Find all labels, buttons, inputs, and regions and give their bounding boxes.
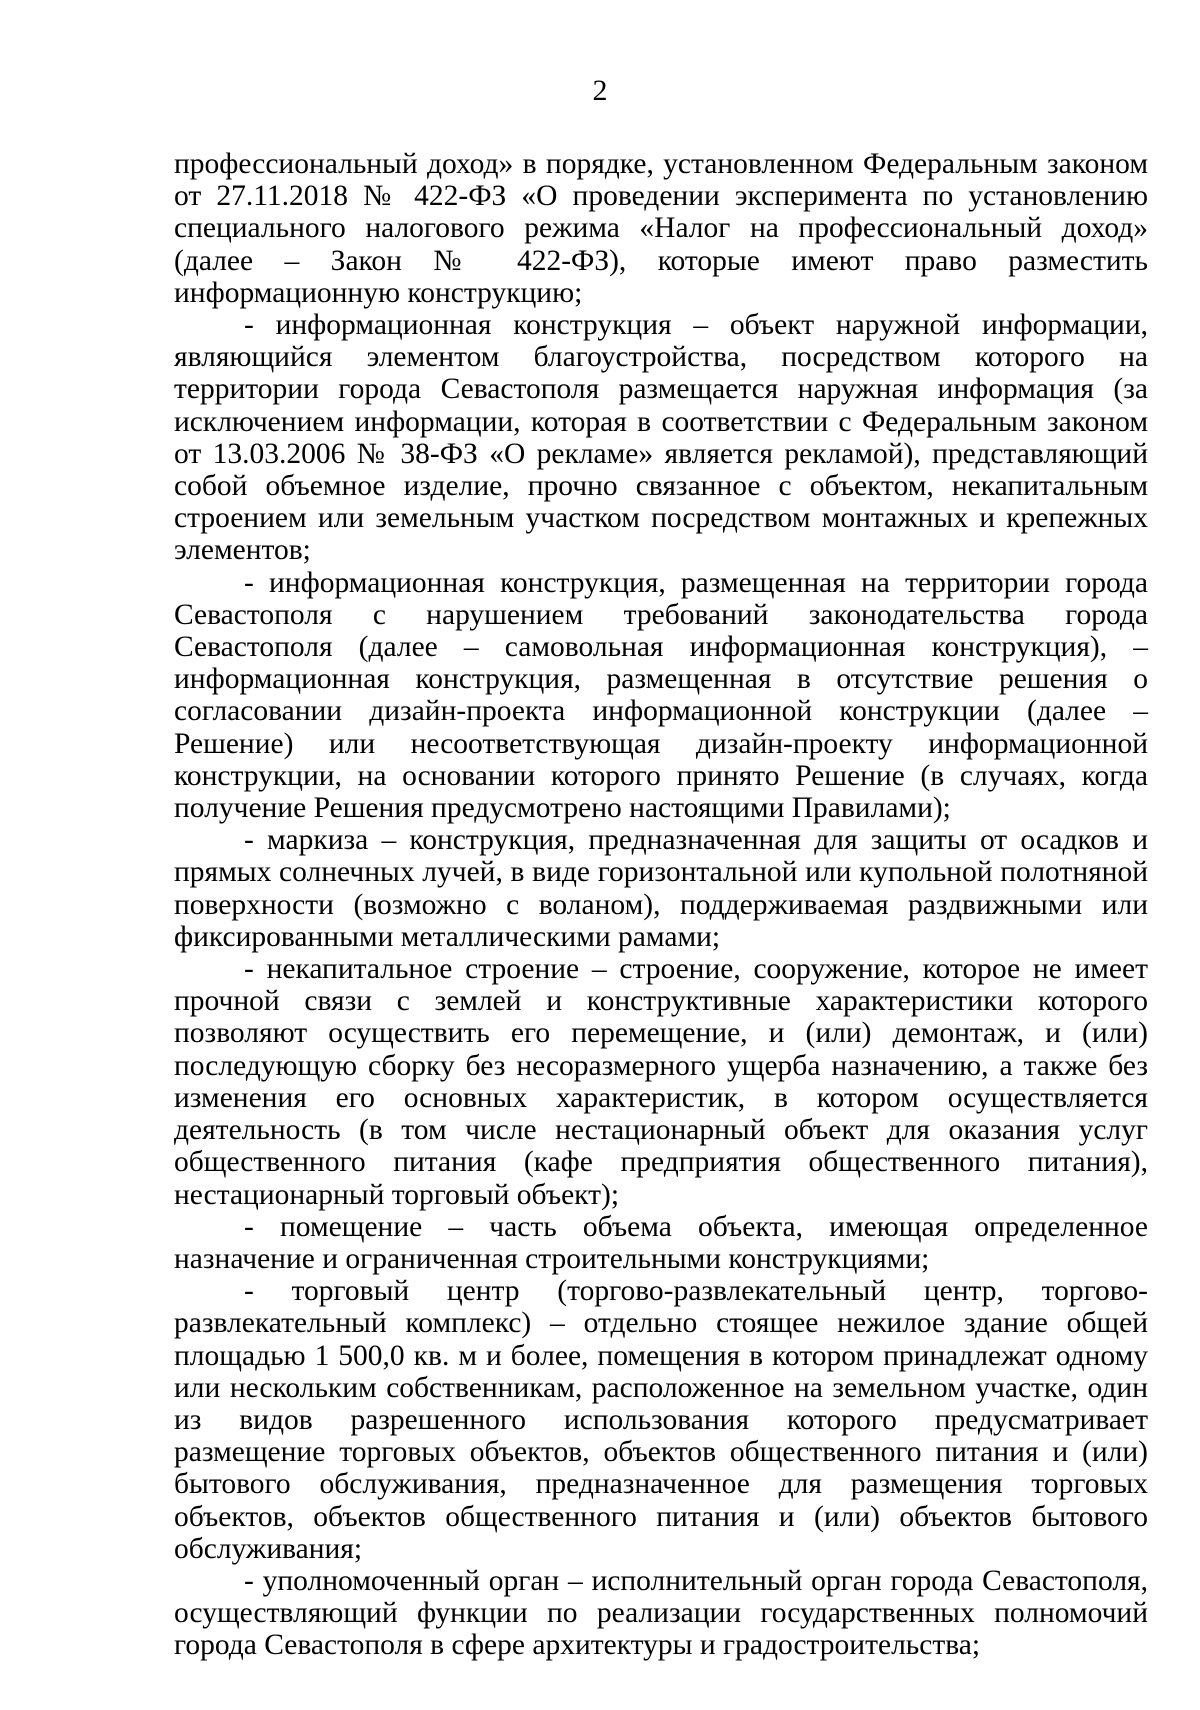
paragraph-definition-authorized-body: - уполномоченный орган – исполнительный орган города Севастополя, осуществляющий функции по реализации государственных полномочий города Севастополя в сфере архитектуры и градостроительства; <box>174 1564 1148 1662</box>
document-body <box>174 148 1148 1662</box>
paragraph-continuation: профессиональный доход» в порядке, установленном Федеральным законом от 27.11.2018 № 422-ФЗ «О проведении эксперимента по установлению специального налогового режима «Налог на профессиональный доход» (далее – Закон № 422-ФЗ), которые имеют право разместить информационную конструкцию; <box>174 148 1148 309</box>
paragraph-definition-awning: - маркиза – конструкция, предназначенная для защиты от осадков и прямых солнечных лучей, в виде горизонтальной или купольной полотняной поверхности (возможно с воланом), поддерживаемая раздвижными или фиксированными металлическими рамами; <box>174 824 1148 953</box>
paragraph-definition-non-capital-structure: - некапитальное строение – строение, сооружение, которое не имеет прочной связи с землей и конструктивные характеристики которого позволяют осуществить его перемещение, и (или) демонтаж, и (или) последующую сборку без несоразмерного ущерба назначению, а также без изменения его основных характеристик, в котором осуществляется деятельность (в том числе нестационарный объект для оказания услуг общественного питания (кафе предприятия общественного питания), нестационарный торговый объект); <box>174 953 1148 1211</box>
paragraph-definition-unauthorized-construction: - информационная конструкция, размещенная на территории города Севастополя с нарушением требований законодательства города Севастополя (далее – самовольная информационная конструкция), – информационная конструкция, размещенная в отсутствие решения о согласовании дизайн-проекта информационной конструкции (далее – Решение) или несоответствующая дизайн-проекту информационной конструкции, на основании которого принято Решение (в случаях, когда получение Решения предусмотрено настоящими Правилами); <box>174 566 1148 825</box>
paragraph-definition-premises: - помещение – часть объема объекта, имеющая определенное назначение и ограниченная строительными конструкциями; <box>174 1210 1148 1275</box>
paragraph-definition-information-construction: - информационная конструкция – объект наружной информации, являющийся элементом благоустройства, посредством которого на территории города Севастополя размещается наружная информация (за исключением информации, которая в соответствии с Федеральным законом от 13.03.2006 № 38-ФЗ «О рекламе» является рекламой), представляющий собой объемное изделие, прочно связанное с объектом, некапитальным строением или земельным участком посредством монтажных и крепежных элементов; <box>174 309 1148 567</box>
paragraph-definition-shopping-center: - торговый центр (торгово-развлекательный центр, торгово-развлекательный комплекс) – отдельно стоящее нежилое здание общей площадью 1 500,0 кв. м и более, помещения в котором принадлежат одному или нескольким собственникам, расположенное на земельном участке, один из видов разрешенного использования которого предусматривает размещение торговых объектов, объектов общественного питания и (или) бытового обслуживания, предназначенное для размещения торговых объектов, объектов общественного питания и (или) объектов бытового обслуживания; <box>174 1275 1148 1565</box>
page-number: 2 <box>592 74 608 107</box>
